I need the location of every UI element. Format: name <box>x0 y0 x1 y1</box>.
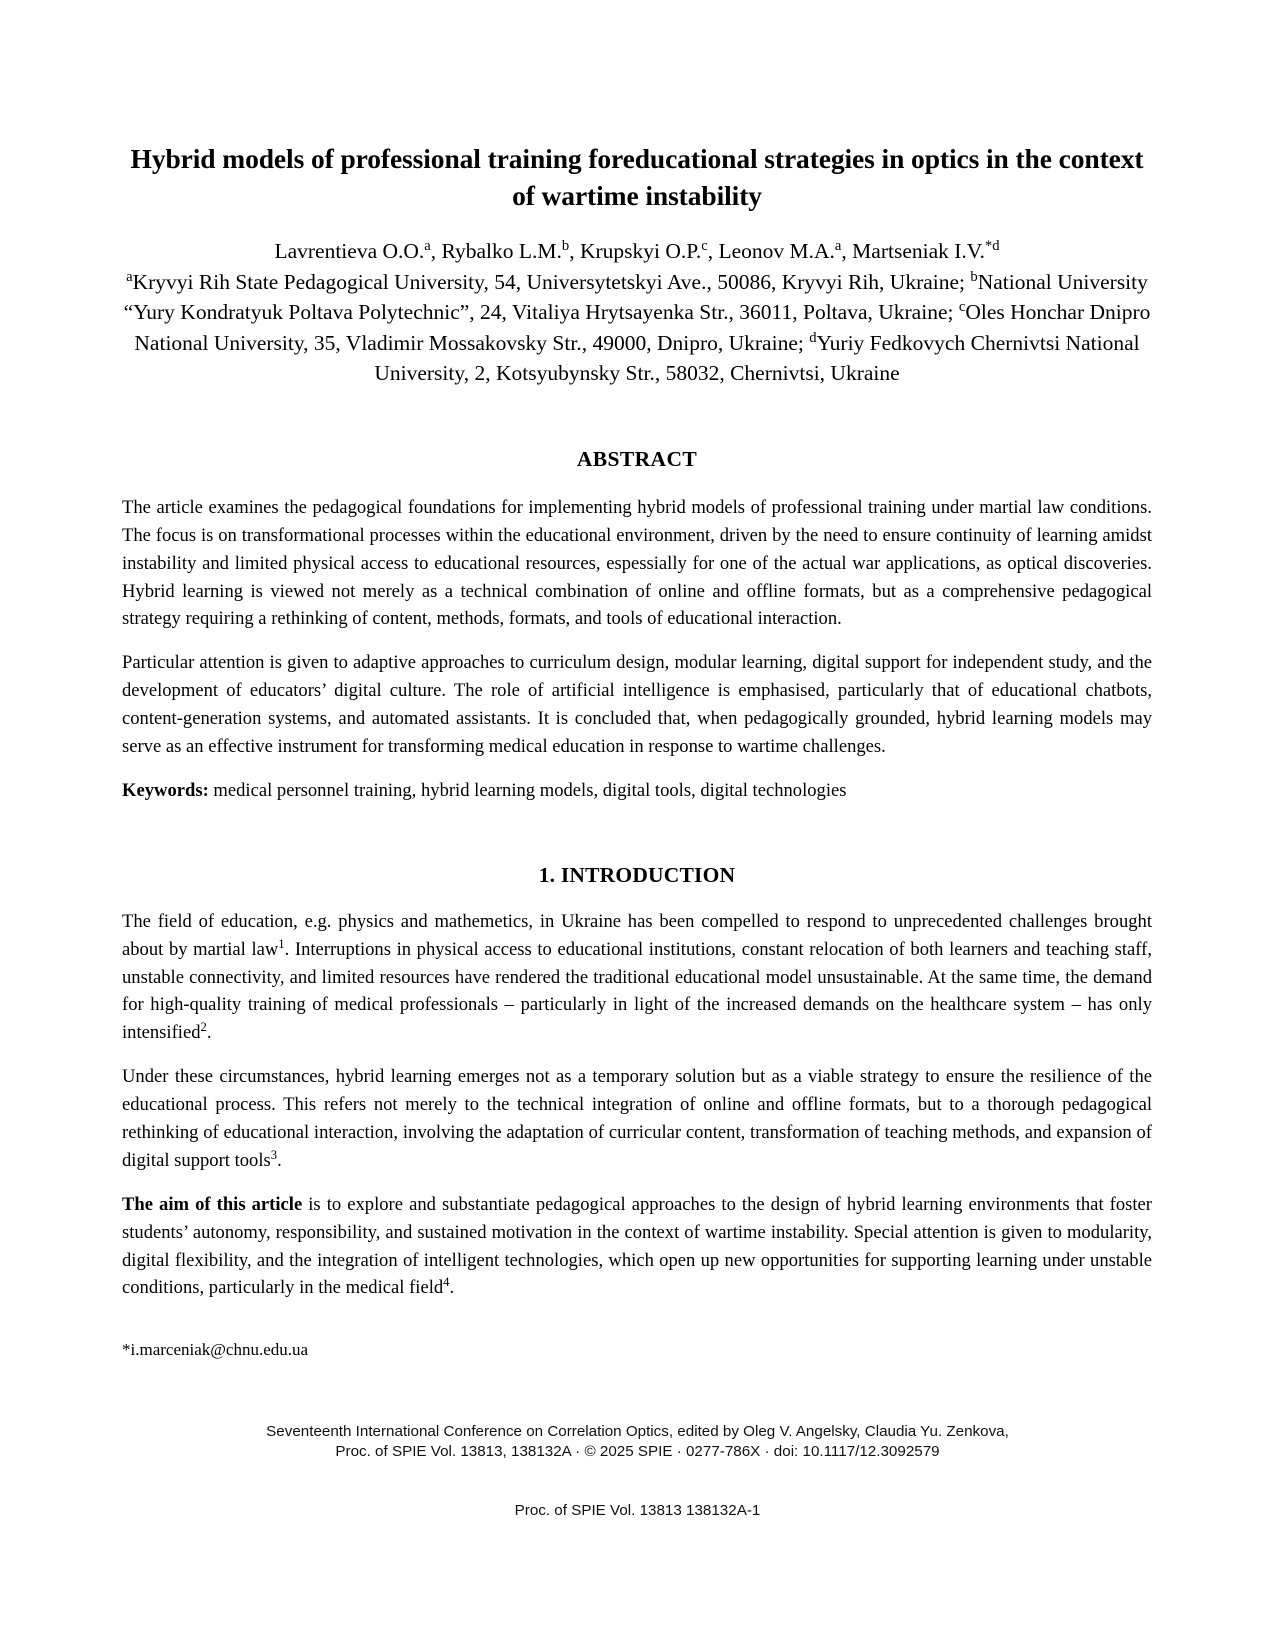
paper-content <box>122 140 1152 1318</box>
intro-paragraph-1: The field of education, e.g. physics and mathemetics, in Ukraine has been compelled to respond to unprecedented challenges brought about by martial law$^1$. Interruptions in physical access to educational institutions, constant relocation of both learners and teaching staff, unstable connectivity, and limited resources have rendered the traditional educational model unsustainable. At the same time, the demand for high-quality training of medical professionals – particularly in light of the increased demands on the healthcare system – has only intensified$^2$. <box>122 910 1152 1044</box>
page-title: Hybrid models of professional training foreducational strategies in optics in the context of wartime instability <box>130 143 1144 212</box>
abstract-paragraph-2: Particular attention is given to adaptive approaches to curriculum design, modular learning, digital support for independent study, and the development of educators’ digital culture. The role of artificial intelligence is emphasised, particularly that of educational chatbots, content-generation systems, and automated assistants. It is concluded that, when pedagogically grounded, hybrid learning models may serve as an effective instrument for transforming medical education in response to wartime challenges. <box>122 652 1152 757</box>
abstract-heading: ABSTRACT <box>576 446 698 471</box>
abstract-paragraph-1: The article examines the pedagogical foundations for implementing hybrid models of professional training under martial law conditions. The focus is on transformational processes within the educational environment, driven by the need to ensure continuity of learning amidst instability and limited physical access to educational resources, espessially for one of the actual war applications, as optical discoveries. Hybrid learning is viewed not merely as a technical combination of online and offline formats, but as a comprehensive pedagogical strategy requiring a rethinking of content, methods, formats, and tools of educational interaction. <box>122 496 1152 630</box>
conference-citation-line-2: Proc. of SPIE Vol. 13813, 138132A · © 2025 SPIE · 0277-786X · doi: 10.1117/12.3092579 <box>335 1443 940 1461</box>
conference-citation <box>0 1422 1275 1462</box>
keywords-line <box>122 777 1152 805</box>
aim-label: The aim of this article <box>122 1193 303 1215</box>
corresponding-author-email: *i.marceniak@chnu.edu.ua <box>122 1340 309 1359</box>
conference-citation-line-1: Seventeenth International Conference on Correlation Optics, edited by Oleg V. Angelsky, Claudia Yu. Zenkova, <box>266 1423 1009 1440</box>
section-heading-introduction: 1. INTRODUCTION <box>538 862 736 887</box>
affiliation-list: $^a$Kryvyi Rih State Pedagogical University, 54, Universytetskyi Ave., 50086, Kryvyi Rih, Ukraine; $^b$National University “Yury Kondratyuk Poltava Polytechnic”, 24, Vitaliya Hrytsayenka Str., 36011, Poltava, Ukraine; $^c$Oles Honchar Dnipro National University, 35, Vladimir Mossakovsky Str., 49000, Dnipro, Ukraine; $^d$Yuriy Fedkovych Chernivtsi National University, 2, Kotsyubynsky Str., 58032, Chernivtsi, Ukraine <box>123 268 1151 386</box>
page-footer: Proc. of SPIE Vol. 13813 138132A-1 <box>514 1502 761 1519</box>
intro-paragraph-2: Under these circumstances, hybrid learning emerges not as a temporary solution but as a viable strategy to ensure the resilience of the educational process. This refers not merely to the technical integration of online and offline formats, but to a thorough pedagogical rethinking of educational interaction, involving the adaptation of curricular content, transformation of teaching methods, and expansion of digital support tools$^3$. <box>122 1066 1152 1171</box>
keywords-label: Keywords: <box>122 779 209 801</box>
intro-paragraph-3: The aim of this article is to explore and substantiate pedagogical approaches to the design of hybrid learning environments that foster students’ autonomy, responsibility, and sustained motivation in the context of wartime instability. Special attention is given to modularity, digital flexibility, and the integration of intelligent technologies, which open up new opportunities for supporting learning under unstable conditions, particularly in the medical field$^4$. <box>122 1193 1153 1299</box>
author-list: Lavrentieva O.O.$^a$, Rybalko L.M.$^b$, Krupskyi O.P.$^c$, Leonov M.A.$^a$, Martseniak I.V.$^{*d}$ <box>274 238 1000 264</box>
keywords-value: medical personnel training, hybrid learning models, digital tools, digital technologies <box>208 779 847 801</box>
